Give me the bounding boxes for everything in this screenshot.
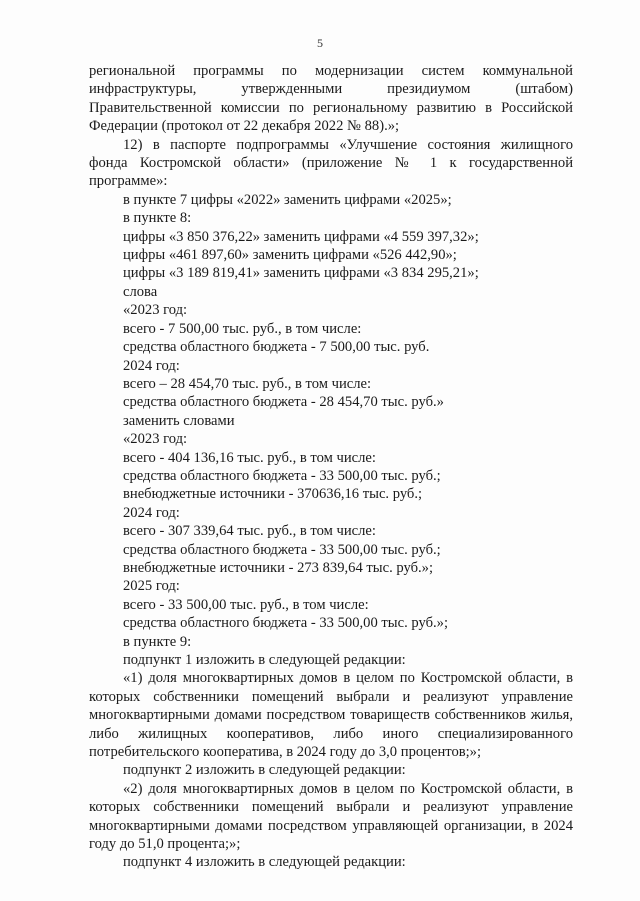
text-line: 2025 год: bbox=[123, 578, 180, 595]
paragraph-subpoint-1: «1) доля многоквартирных домов в целом по Костромской области, в которых собственники помещений выбрали и реализуют управление многоквартирными домами посредством товариществ собственников жилья, либо жилищных кооперативов, либо иного специализированного потребительского кооператива, в 2024 году до 3,0 процентов;»; bbox=[89, 670, 573, 761]
text-line: средства областного бюджета - 33 500,00 тыс. руб.»; bbox=[123, 615, 448, 632]
text-line: цифры «3 850 376,22» заменить цифрами «4 559 397,32»; bbox=[123, 228, 479, 245]
text-line: всего - 7 500,00 тыс. руб., в том числе: bbox=[123, 320, 362, 337]
document-body bbox=[89, 62, 573, 872]
paragraph-subpoint-2: «2) доля многоквартирных домов в целом по Костромской области, в которых собственники помещений выбрали и реализуют управление многоквартирными домами посредством управляющей организации, в 2024 году до 51,0 процента;»; bbox=[89, 780, 573, 853]
text-line: цифры «461 897,60» заменить цифрами «526 442,90»; bbox=[123, 247, 457, 264]
text-line: заменить словами bbox=[123, 412, 235, 429]
text-line: всего - 33 500,00 тыс. руб., в том числе: bbox=[123, 596, 369, 613]
text-line: в пункте 8: bbox=[123, 210, 192, 227]
text-line: «2023 год: bbox=[123, 302, 188, 319]
page-number: 5 bbox=[317, 36, 323, 50]
text-line-subpoint-4-intro: подпункт 4 изложить в следующей редакции: bbox=[123, 854, 406, 871]
text-line: в пункте 7 цифры «2022» заменить цифрами «2025»; bbox=[123, 191, 452, 208]
text-line: средства областного бюджета - 33 500,00 тыс. руб.; bbox=[123, 541, 441, 558]
text-line: цифры «3 189 819,41» заменить цифрами «3 834 295,21»; bbox=[123, 265, 479, 282]
text-line: средства областного бюджета - 7 500,00 тыс. руб. bbox=[123, 339, 430, 356]
text-line: внебюджетные источники - 370636,16 тыс. руб.; bbox=[123, 486, 423, 503]
text-line: в пункте 9: bbox=[123, 633, 192, 650]
text-line: 2024 год: bbox=[123, 504, 180, 521]
text-line: всего - 404 136,16 тыс. руб., в том числе: bbox=[123, 449, 376, 466]
text-line: внебюджетные источники - 273 839,64 тыс. руб.»; bbox=[123, 559, 433, 576]
text-line: средства областного бюджета - 28 454,70 тыс. руб.» bbox=[123, 394, 444, 411]
text-line: всего – 28 454,70 тыс. руб., в том числе: bbox=[123, 375, 372, 392]
text-line: 2024 год: bbox=[123, 357, 180, 374]
text-line: всего - 307 339,64 тыс. руб., в том числе: bbox=[123, 523, 376, 540]
paragraph-item-12: 12) в паспорте подпрограммы «Улучшение состояния жилищного фонда Костромской области» (приложение № 1 к государственной программе»: bbox=[89, 136, 573, 190]
text-line: «2023 год: bbox=[123, 431, 188, 448]
text-line: слова bbox=[123, 283, 158, 300]
amendment-lines bbox=[89, 191, 573, 670]
paragraph-continuation: региональной программы по модернизации систем коммунальной инфраструктуры, утвержденными президиумом (штабом) Правительственной комиссии по региональному развитию в Российской Федерации (протокол от 22 декабря 2022 № 88).»; bbox=[89, 63, 573, 135]
text-line: подпункт 1 изложить в следующей редакции: bbox=[123, 652, 406, 668]
text-line-subpoint-2-intro: подпункт 2 изложить в следующей редакции: bbox=[123, 762, 406, 779]
text-line: средства областного бюджета - 33 500,00 тыс. руб.; bbox=[123, 467, 441, 484]
